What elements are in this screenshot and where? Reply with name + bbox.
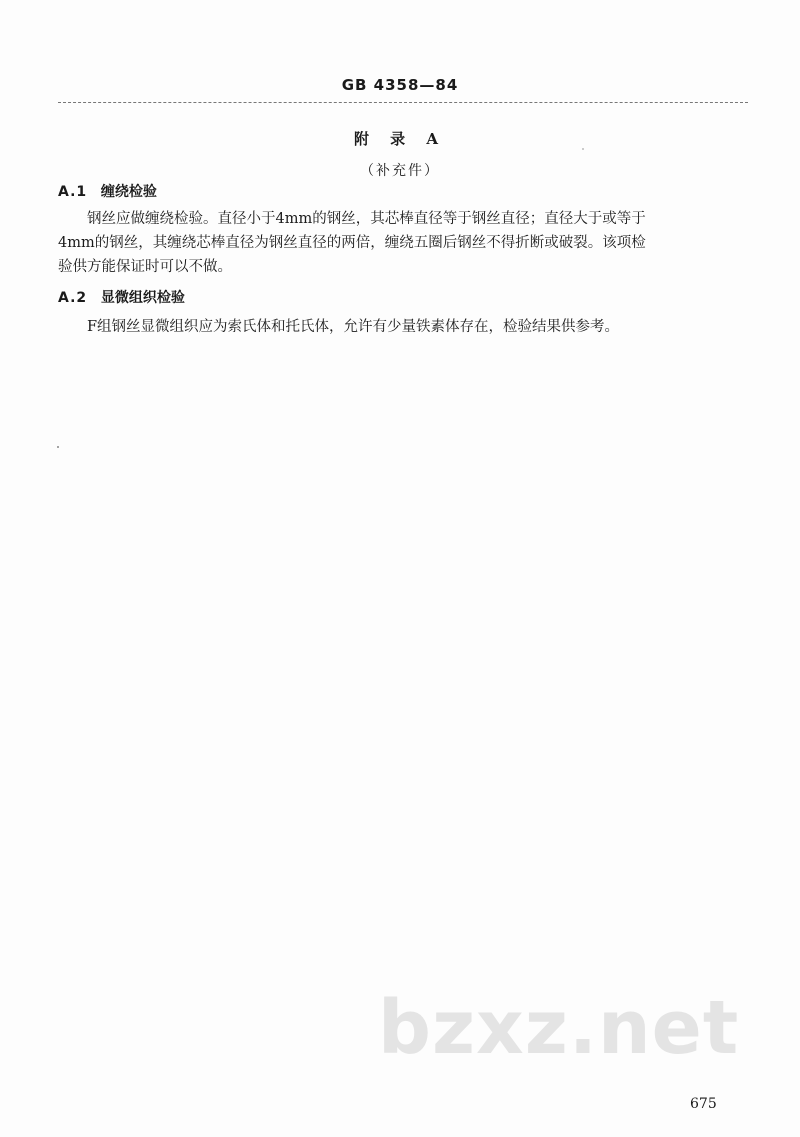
paragraph-line: 验供方能保证时可以不做。 (58, 259, 232, 275)
paragraph-line: 钢丝应做缠绕检验。直径小于4mm的钢丝，其芯棒直径等于钢丝直径；直径大于或等于 (87, 211, 646, 227)
page-number: 675 (690, 1096, 717, 1112)
section-title: 缠绕检验 (100, 184, 157, 200)
watermark: bzxz.net (378, 985, 740, 1071)
scan-speck (57, 446, 59, 448)
section-heading-a1 (58, 181, 157, 201)
section-title: 显微组织检验 (100, 290, 185, 306)
header-divider (58, 102, 748, 103)
section-a1-body (58, 207, 748, 279)
scan-speck (582, 148, 584, 150)
section-a2-body (58, 315, 748, 339)
section-number: A.1 (58, 184, 88, 200)
paragraph-line: 4mm的钢丝，其缠绕芯棒直径为钢丝直径的两倍，缠绕五圈后钢丝不得折断或破裂。该项检 (58, 235, 646, 251)
standard-code-header: GB 4358—84 (341, 76, 459, 94)
section-heading-a2 (58, 287, 185, 307)
appendix-subtitle: （补充件） (360, 163, 440, 179)
section-number: A.2 (58, 290, 88, 306)
appendix-title: 附 录 A (353, 130, 447, 148)
paragraph-line: F组钢丝显微组织应为索氏体和托氏体，允许有少量铁素体存在，检验结果供参考。 (87, 319, 620, 335)
